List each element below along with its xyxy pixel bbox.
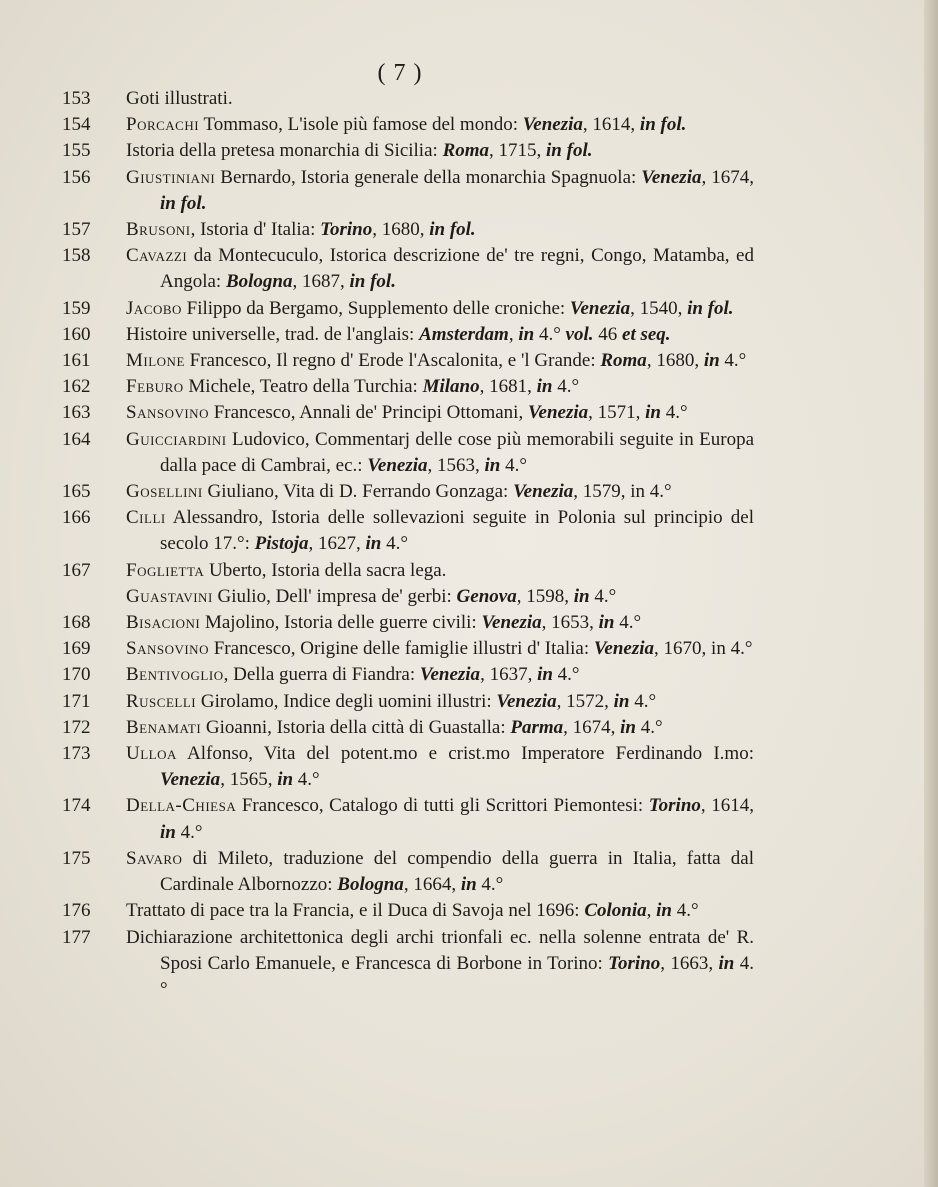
entry-segment: , 1614,	[582, 114, 640, 136]
italic-text: in	[277, 769, 294, 791]
entry-segment: , 1674,	[701, 166, 754, 188]
entry-segment: , 1680,	[372, 219, 430, 241]
entry-segment: 4.°	[552, 376, 580, 398]
author-name: Brusoni	[126, 219, 191, 241]
entry-segment: , 1563,	[427, 454, 485, 476]
entry-text	[126, 427, 754, 479]
entry-segment: Francesco, Il regno d' Erode l'Ascalonita, e 'l Grande:	[184, 350, 601, 372]
entry-segment: 4.°	[175, 821, 203, 843]
entry-number: 171	[62, 690, 91, 712]
italic-text: Torino	[320, 219, 373, 241]
page-number: ( 7 )	[377, 60, 423, 86]
entry-segment: Ludovico, Commentarj delle cose più memorabili seguite in Europa dalla pace di Cambrai, ec.:	[160, 428, 754, 476]
entry-text	[126, 662, 754, 688]
italic-text: in	[620, 716, 636, 738]
entry-number: 158	[62, 245, 91, 267]
entry-segment: ,	[508, 323, 519, 345]
catalog-entry	[62, 217, 754, 243]
catalog-entry	[62, 636, 754, 662]
entry-number: 161	[62, 350, 91, 372]
entry-number: 170	[62, 664, 91, 686]
italic-text: Venezia	[496, 690, 557, 712]
catalog-entry	[62, 793, 754, 845]
entry-text	[126, 610, 754, 636]
entry-segment: Gioanni, Istoria della città di Guastalla:	[201, 716, 511, 738]
catalog-entry	[62, 112, 754, 138]
entry-segment: da Montecuculo, Istorica descrizione de' tre regni, Congo, Matamba, ed Angola:	[160, 245, 754, 293]
entry-segment: Istoria della pretesa monarchia di Sicilia:	[126, 140, 443, 162]
entry-text	[126, 689, 754, 715]
author-name: Gosellini	[126, 481, 203, 503]
catalog-entry	[62, 558, 754, 584]
italic-text: Venezia	[522, 114, 583, 136]
italic-text: in fol.	[160, 192, 207, 214]
author-name: Savaro	[126, 847, 183, 869]
italic-text: Venezia	[160, 769, 221, 791]
entry-segment: Giulio, Dell' impresa de' gerbi:	[212, 585, 457, 607]
entry-text	[126, 558, 754, 584]
author-name: Guicciardini	[126, 428, 227, 450]
entry-text	[126, 898, 754, 924]
entry-text	[126, 925, 754, 1004]
entry-number: 168	[62, 612, 91, 634]
italic-text: in	[718, 952, 735, 974]
entry-segment: , 1663,	[660, 952, 719, 974]
catalog-entry	[62, 846, 754, 898]
entry-number: 173	[62, 743, 91, 765]
italic-text: in	[703, 350, 720, 372]
entry-segment: 4.°	[476, 874, 504, 896]
entry-segment: , 1680,	[646, 350, 704, 372]
italic-text: Colonia	[584, 900, 647, 922]
author-name: Ulloa	[126, 743, 177, 765]
entry-segment: 4.°	[534, 323, 566, 345]
author-name: Ruscelli	[126, 690, 197, 712]
entry-text	[126, 505, 754, 557]
italic-text: in	[518, 323, 535, 345]
entry-text	[126, 636, 754, 662]
italic-text: Venezia	[593, 638, 655, 660]
italic-text: Venezia	[513, 481, 574, 503]
entry-text	[126, 322, 754, 348]
entry-segment: , 1565,	[220, 769, 278, 791]
entry-segment: , Istoria d' Italia:	[190, 219, 321, 241]
catalog-entry	[62, 243, 754, 295]
entry-segment: 4.°	[293, 769, 320, 791]
italic-text: vol.	[565, 323, 594, 345]
italic-text: Milano	[422, 376, 480, 398]
author-name: Della-Chiesa	[126, 795, 237, 817]
entry-number: 166	[62, 507, 91, 529]
italic-text: et seq.	[622, 323, 671, 345]
catalog-entry	[62, 400, 754, 426]
entry-segment: Histoire universelle, trad. de l'anglais:	[126, 323, 420, 345]
entry-text	[126, 584, 754, 610]
entry-text	[126, 296, 754, 322]
catalog-entry	[62, 479, 754, 505]
italic-text: in	[365, 533, 382, 555]
entry-segment: Francesco, Catalogo di tutti gli Scrittori Piemontesi:	[236, 795, 649, 817]
catalog-entry	[62, 610, 754, 636]
entry-segment: , 1598,	[516, 585, 574, 607]
italic-text: in	[536, 376, 553, 398]
entry-segment: 4.°	[614, 612, 642, 634]
entry-segment: 4.°	[160, 952, 754, 1000]
catalog-entry	[62, 165, 754, 217]
italic-text: Parma	[510, 716, 564, 738]
entry-segment: , 1614,	[700, 795, 755, 817]
entry-number: 164	[62, 428, 91, 450]
entry-segment: , 1715,	[489, 140, 547, 162]
entry-segment: ,	[646, 900, 657, 922]
entry-text	[126, 217, 754, 243]
entry-segment: Bernardo, Istoria generale della monarchia Spagnuola:	[215, 166, 642, 188]
author-name: Jacobo	[126, 297, 182, 319]
entry-number: 176	[62, 900, 91, 922]
entry-segment: Francesco, Annali de' Principi Ottomani,	[208, 402, 528, 424]
entry-text	[126, 793, 754, 845]
entry-segment: , 1571,	[588, 402, 646, 424]
catalog-entry	[62, 715, 754, 741]
entry-text	[126, 165, 754, 217]
italic-text: Torino	[648, 795, 701, 817]
entry-text	[126, 741, 754, 793]
entry-text	[126, 374, 754, 400]
entry-segment: , 1637,	[480, 664, 538, 686]
italic-text: Venezia	[641, 166, 702, 188]
catalog-entry	[62, 348, 754, 374]
italic-text: Venezia	[481, 612, 542, 634]
entry-text	[126, 348, 754, 374]
catalog-entry	[62, 322, 754, 348]
entry-segment: , 1664,	[403, 874, 461, 896]
author-name: Cilli	[126, 507, 166, 529]
entry-text	[126, 243, 754, 295]
author-name: Guastavini	[126, 585, 213, 607]
entry-text	[126, 112, 754, 138]
entry-segment: di Mileto, traduzione del compendio della guerra in Italia, fatta dal Cardinale Albornozzo:	[160, 847, 754, 896]
catalog-entry	[62, 86, 754, 112]
italic-text: Venezia	[569, 297, 631, 319]
entry-segment: Michele, Teatro della Turchia:	[183, 376, 423, 398]
entry-segment: Trattato di pace tra la Francia, e il Duca di Savoja nel 1696:	[126, 900, 585, 922]
italic-text: in	[613, 690, 630, 712]
entry-segment: Alfonso, Vita del potent.mo e crist.mo Imperatore Ferdinando I.mo:	[176, 743, 754, 765]
italic-text: Venezia	[367, 454, 428, 476]
entry-segment: , 1674,	[563, 716, 621, 738]
catalog-entry	[62, 741, 754, 793]
entry-segment: Dichiarazione architettonica degli archi trionfali ec. nella solenne entrata de' R. Sposi Carlo Emanuele, e Francesca di Borbone in Torino:	[126, 926, 754, 974]
italic-text: Roma	[442, 140, 490, 162]
entry-segment: 4.°	[719, 350, 747, 372]
entry-segment: 4.°	[381, 533, 408, 555]
italic-text: in	[537, 664, 553, 686]
author-name: Bisacioni	[126, 612, 201, 634]
entry-number: 167	[62, 559, 91, 581]
entry-text	[126, 400, 754, 426]
entry-number: 175	[62, 847, 91, 869]
entry-number: 163	[62, 402, 91, 424]
entry-segment: , 1681,	[479, 376, 537, 398]
italic-text: Bologna	[337, 874, 404, 896]
entry-number: 169	[62, 638, 91, 660]
italic-text: Venezia	[527, 402, 589, 424]
author-name: Sansovino	[126, 402, 209, 424]
italic-text: in fol.	[687, 297, 734, 319]
entry-segment: Filippo da Bergamo, Supplemento delle croniche:	[181, 297, 570, 319]
entry-text	[126, 138, 754, 164]
entry-text	[126, 86, 754, 112]
entry-segment: Majolino, Istoria delle guerre civili:	[200, 612, 482, 634]
italic-text: in	[160, 821, 176, 843]
entry-segment: Goti illustrati.	[126, 88, 233, 109]
entry-segment: Girolamo, Indice degli uomini illustri:	[196, 690, 497, 712]
catalog-entry	[62, 584, 754, 610]
catalog-entry	[62, 296, 754, 322]
italic-text: in	[645, 402, 661, 424]
italic-text: in fol.	[639, 114, 687, 136]
entry-segment: 4.°	[672, 900, 699, 922]
entry-number: 174	[62, 795, 91, 817]
italic-text: in	[656, 900, 673, 922]
italic-text: Venezia	[419, 664, 481, 686]
italic-text: Genova	[456, 585, 517, 607]
catalog-entry	[62, 662, 754, 688]
entry-segment: 4.°	[636, 716, 663, 738]
italic-text: Pistoja	[254, 533, 309, 555]
italic-text: in	[460, 874, 477, 896]
entry-segment: , 1627,	[308, 533, 366, 555]
author-name: Bentivoglio	[126, 664, 224, 686]
catalog-entry	[62, 505, 754, 557]
italic-text: in	[573, 585, 590, 607]
entry-number: 157	[62, 219, 91, 241]
entry-segment: , 1579, in 4.°	[573, 481, 672, 503]
italic-text: Amsterdam	[419, 323, 509, 345]
catalog-entries	[62, 86, 754, 1003]
italic-text: in fol.	[546, 140, 593, 162]
author-name: Cavazzi	[126, 245, 188, 267]
entry-number: 155	[62, 140, 91, 162]
entry-number: 153	[62, 88, 91, 109]
entry-text	[126, 715, 754, 741]
entry-text	[126, 846, 754, 898]
entry-segment: 4.°	[661, 402, 688, 424]
entry-segment: 4.°	[589, 585, 617, 607]
italic-text: in	[484, 454, 501, 476]
entry-number: 160	[62, 323, 91, 345]
entry-number: 159	[62, 297, 91, 319]
entry-segment: , 1653,	[541, 612, 599, 634]
italic-text: Bologna	[225, 271, 293, 293]
entry-segment: 4.°	[629, 690, 657, 712]
entry-number: 156	[62, 166, 91, 188]
entry-number: 177	[62, 926, 91, 948]
entry-number	[62, 584, 126, 610]
catalog-entry	[62, 689, 754, 715]
page-edge	[924, 0, 938, 1187]
author-name: Sansovino	[126, 638, 209, 660]
entry-segment: , 1670, in 4.°	[654, 638, 753, 660]
entry-segment: Tommaso, L'isole più famose del mondo:	[199, 114, 523, 136]
catalog-entry	[62, 898, 754, 924]
entry-segment: , 1687,	[292, 271, 350, 293]
author-name: Porcachi	[126, 114, 200, 136]
entry-segment: Giuliano, Vita di D. Ferrando Gonzaga:	[202, 481, 514, 503]
italic-text: Torino	[608, 952, 661, 974]
entry-segment: , Della guerra di Fiandra:	[223, 664, 420, 686]
italic-text: Roma	[600, 350, 647, 372]
author-name: Benamati	[126, 716, 202, 738]
author-name: Giustiniani	[126, 166, 216, 188]
entry-segment: Uberto, Istoria della sacra lega.	[204, 559, 447, 581]
entry-segment: 4.°	[500, 454, 527, 476]
catalog-entry	[62, 427, 754, 479]
entry-segment: , 1540,	[630, 297, 688, 319]
entry-segment: , 1572,	[556, 690, 614, 712]
entry-segment: 4.°	[552, 664, 580, 686]
entry-number: 162	[62, 376, 91, 398]
entry-segment: Francesco, Origine delle famiglie illustri d' Italia:	[208, 638, 594, 660]
italic-text: in fol.	[429, 219, 476, 241]
catalog-entry	[62, 138, 754, 164]
catalog-entry	[62, 925, 754, 1004]
author-name: Foglietta	[126, 559, 205, 581]
entry-number: 165	[62, 481, 91, 503]
entry-segment: 46	[593, 323, 623, 345]
catalog-entry	[62, 374, 754, 400]
entry-segment: Alessandro, Istoria delle sollevazioni seguite in Polonia sul principio del secolo 17.°:	[160, 507, 754, 555]
author-name: Feburo	[126, 376, 184, 398]
entry-text	[126, 479, 754, 505]
entry-number: 172	[62, 716, 91, 738]
entry-number: 154	[62, 114, 91, 136]
italic-text: in	[598, 612, 615, 634]
italic-text: in fol.	[349, 271, 396, 293]
author-name: Milone	[126, 350, 185, 372]
